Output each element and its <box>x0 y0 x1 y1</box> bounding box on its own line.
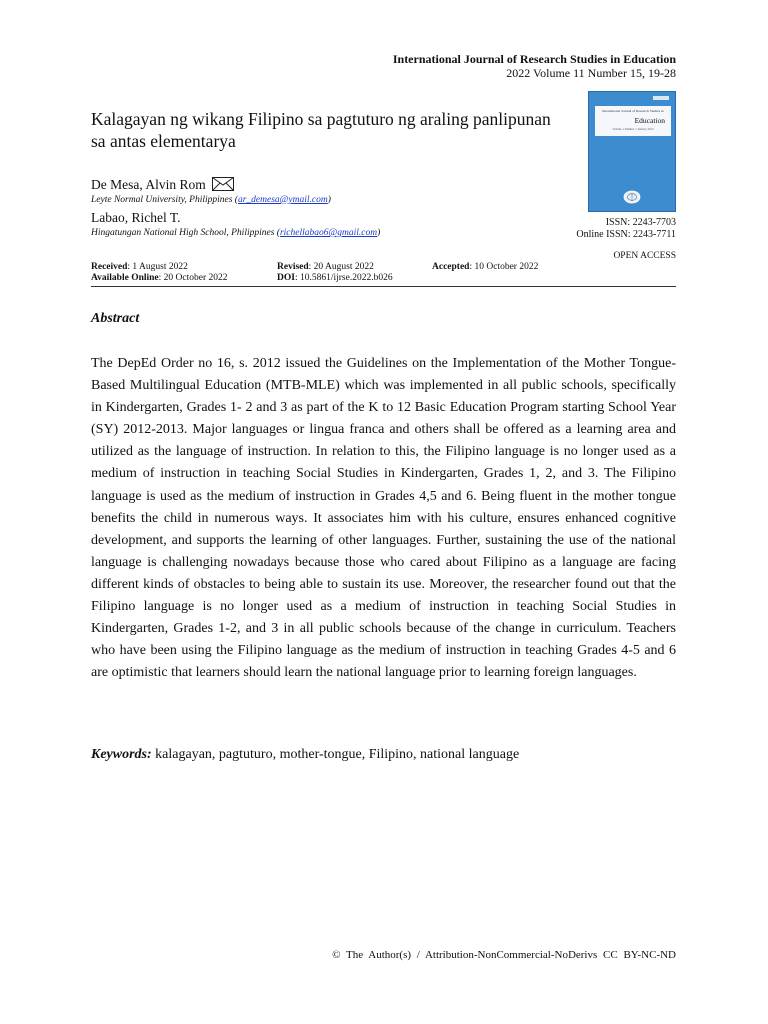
cover-subject-text: Education <box>634 116 665 125</box>
accepted-date: Accepted: 10 October 2022 <box>432 262 539 272</box>
license-footer: © The Author(s) / Attribution-NonCommercial-NoDerivs CC BY-NC-ND <box>332 949 676 961</box>
revised-date: Revised: 20 August 2022 <box>277 262 374 272</box>
author-1-name: De Mesa, Alvin Rom <box>91 177 206 192</box>
issn-online: Online ISSN: 2243-7711 <box>576 229 676 240</box>
author-2-affiliation: Hingatungan National High School, Philippines (richellabao6@gmail.com) <box>91 228 381 238</box>
cover-journal-text: International Journal of Research Studies in <box>602 109 664 113</box>
author-2-email-link[interactable]: richellabao6@gmail.com <box>279 228 378 238</box>
author-1-email-link[interactable]: ar_demesa@ymail.com <box>237 195 328 205</box>
open-access-label: OPEN ACCESS <box>613 251 676 261</box>
abstract-heading: Abstract <box>91 311 140 326</box>
abstract-body: The DepEd Order no 16, s. 2012 issued the Guidelines on the Implementation of the Mother Tongue-Based Multilingual Education (MTB-MLE) which was implemented in all public schools, specifically in Kindergarten, Grades 1- 2 and 3 as part of the K to 12 Basic Education Program starting School Year (SY) 2012-2013. Major languages or lingua franca and others shall be offered as a learning area and utilized as the language of instruction. In relation to this, the Filipino language is no longer used as a medium of instruction in teaching Social Studies in Kindergarten, Grades 1, 2, and 3. The Filipino language is used as the medium of instruction in Grades 4,5 and 6. Being fluent in the mother tongue benefits the child in numerous ways. It associates him with his culture, ensures enhanced cognitive development, and supports the learning of other languages. Further, sustaining the use of the national language is challenging nowadays because those who cared about Filipino as a language are facing different kinds of obstacles to being able to sustain its use. Moreover, the researcher found out that the Filipino language is no longer used as a medium of instruction in teaching Social Studies in Kindergarten, Grades 1-2, and 3 in all public schools because of the change in curriculum. Teachers who have been using the Filipino language as the medium of instruction in teaching Grades 4-5 and 6 are optimistic that learners should learn the national language prior to learning foreign languages. <box>91 356 676 681</box>
cover-top-tag <box>653 96 669 100</box>
doi[interactable]: DOI: 10.5861/ijrse.2022.b026 <box>277 273 393 283</box>
author-1 <box>91 177 234 193</box>
header-divider <box>91 286 676 287</box>
received-date: Received: 1 August 2022 <box>91 262 188 272</box>
author-2 <box>91 210 180 226</box>
issn-print: ISSN: 2243-7703 <box>605 217 676 228</box>
keywords <box>91 747 676 763</box>
journal-name: International Journal of Research Studies in Education <box>392 52 676 66</box>
paper-title: Kalagayan ng wikang Filipino sa pagtuturo ng araling panlipunan sa antas elementarya <box>91 109 551 151</box>
envelope-icon[interactable] <box>212 177 234 191</box>
journal-seal-icon <box>623 190 641 204</box>
journal-issue-line: 2022 Volume 11 Number 15, 19-28 <box>506 66 676 80</box>
author-1-affiliation: Leyte Normal University, Philippines (ar_demesa@ymail.com) <box>91 195 331 205</box>
available-online-date: Available Online: 20 October 2022 <box>91 273 228 283</box>
journal-cover-thumbnail <box>588 91 676 212</box>
author-2-name: Labao, Richel T. <box>91 210 181 225</box>
keywords-label: Keywords: <box>91 747 152 762</box>
cover-volume-text: Volume 1 Number 1 January 2012 <box>612 127 654 131</box>
keywords-value: kalagayan, pagtuturo, mother-tongue, Filipino, national language <box>151 747 520 762</box>
cover-title-box <box>595 106 671 136</box>
